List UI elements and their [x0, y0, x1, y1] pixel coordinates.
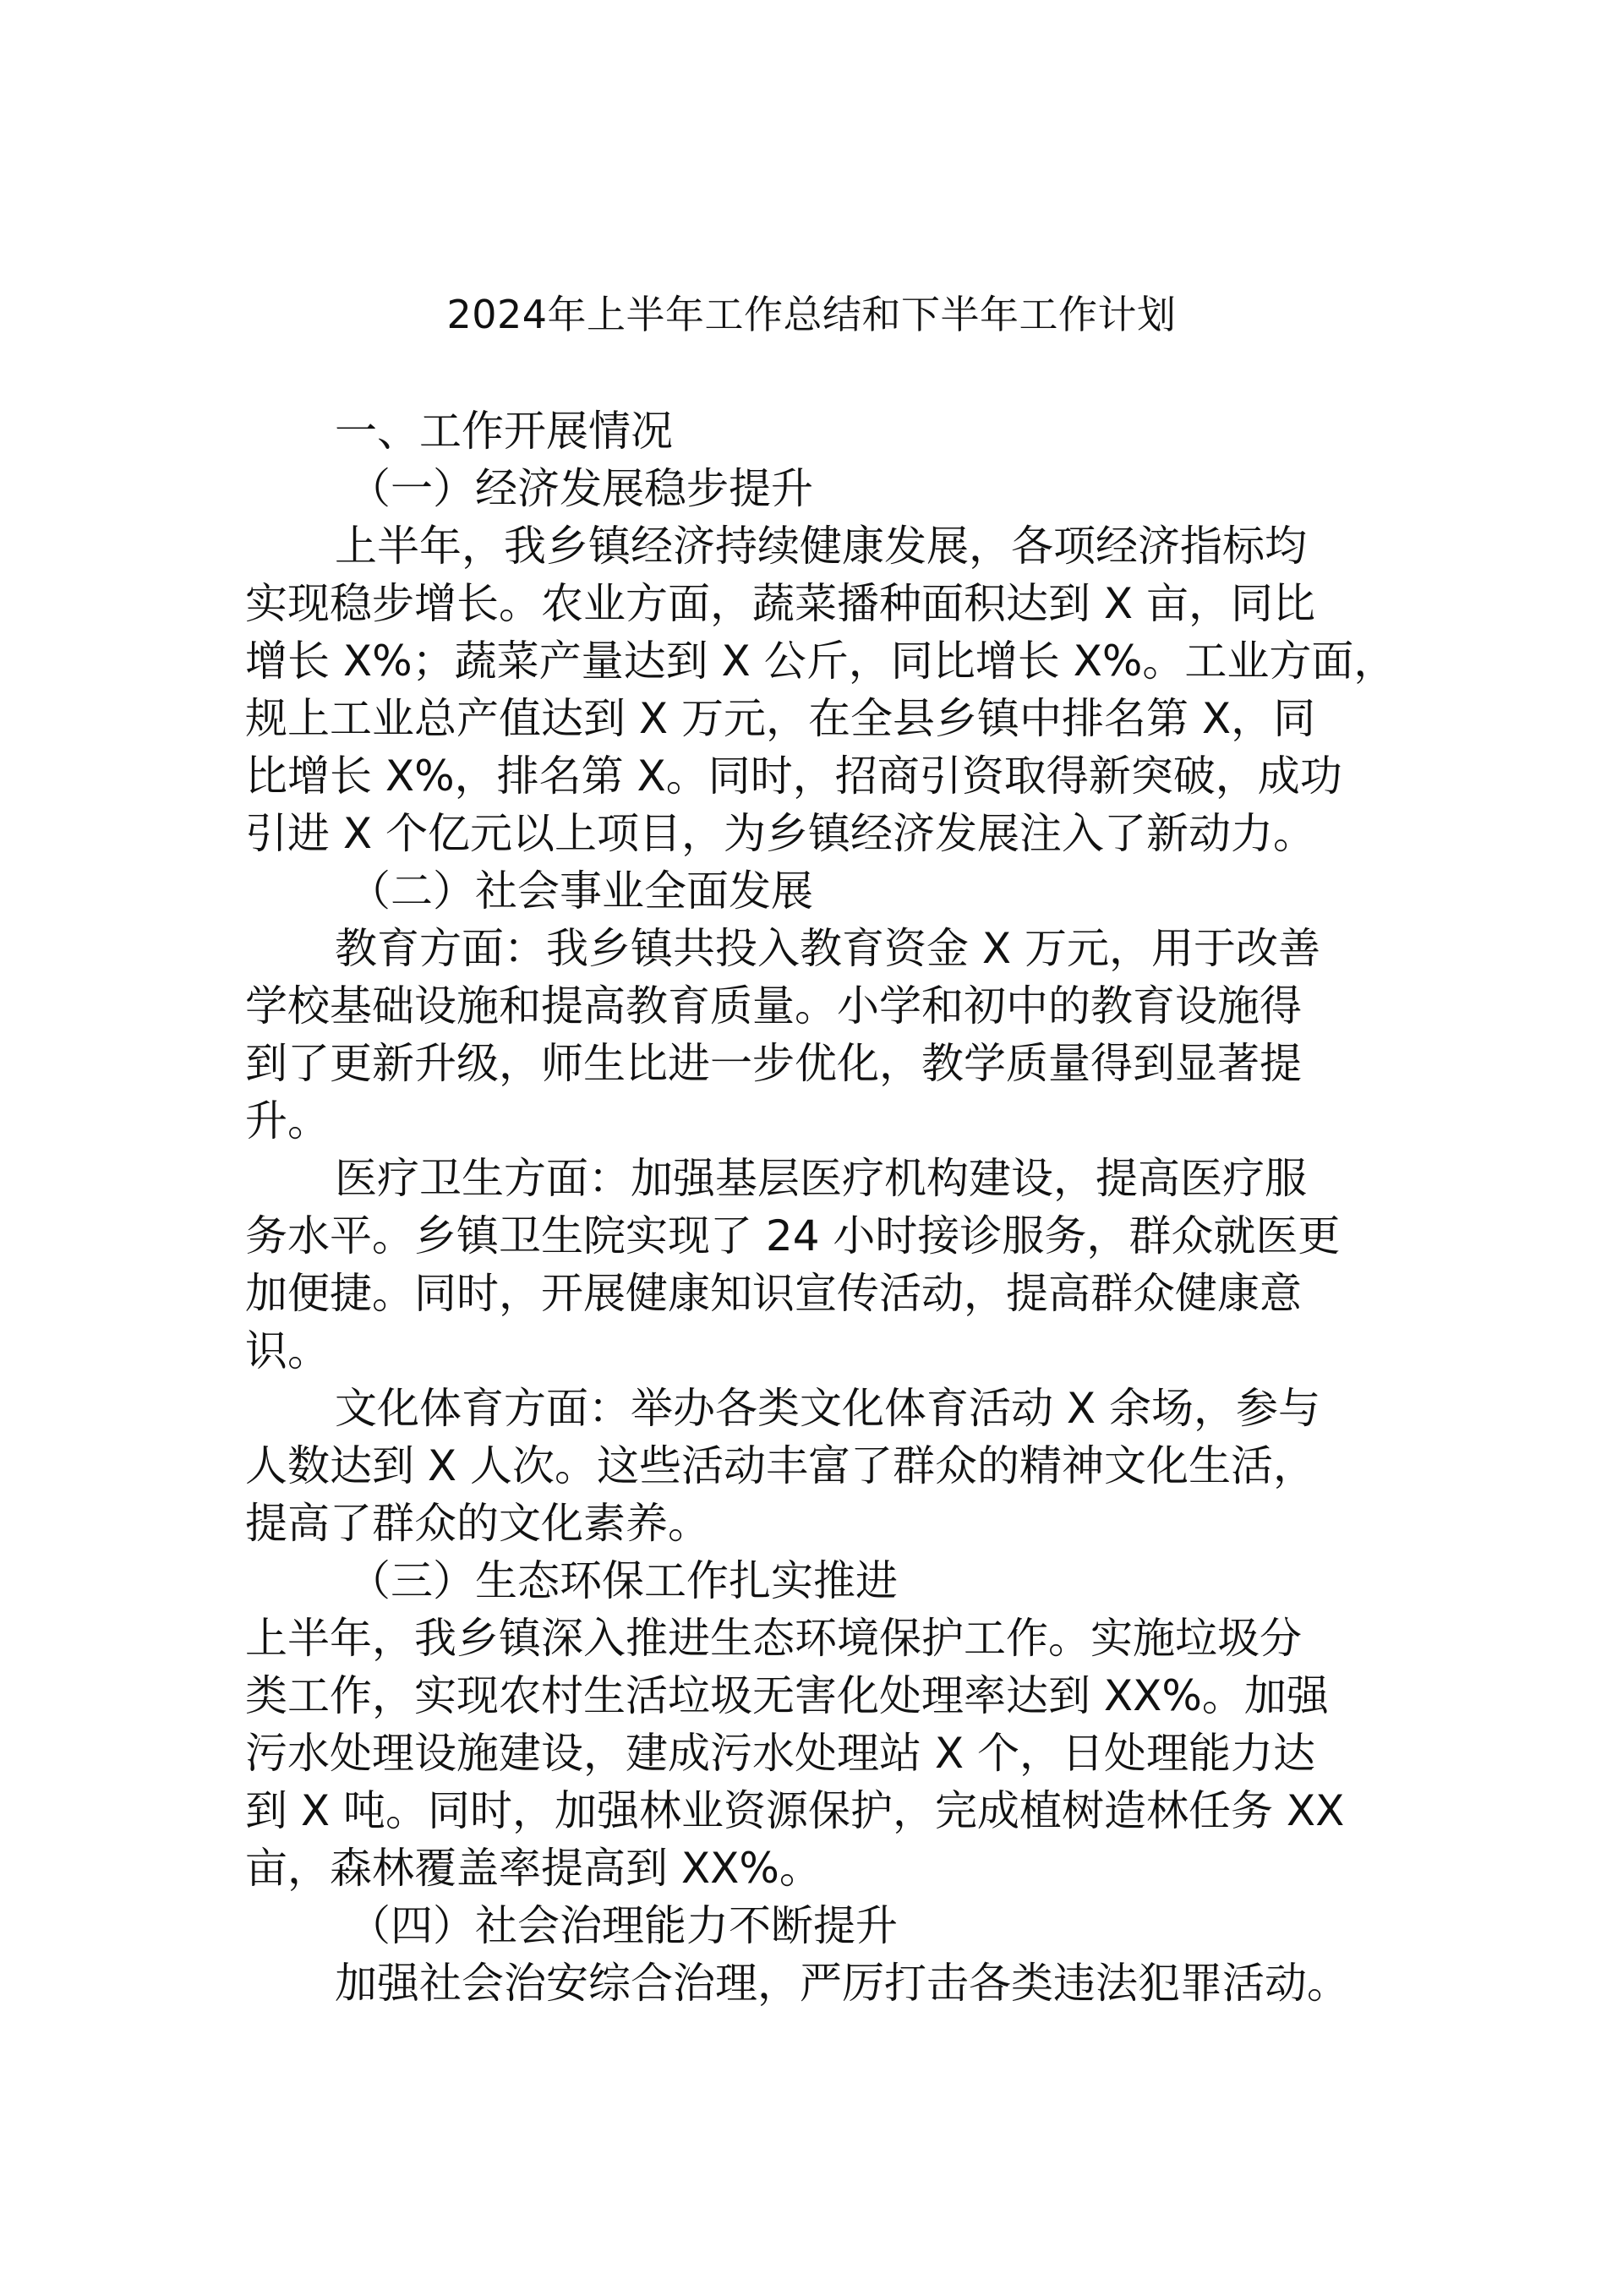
paragraph-line: 文化体育方面：举办各类文化体育活动 X 余场，参与 — [335, 1384, 1321, 1433]
paragraph-line: 污水处理设施建设，建成污水处理站 X 个，日处理能力达 — [245, 1729, 1316, 1778]
paragraph-line: 到 X 吨。同时，加强林业资源保护，完成植树造林任务 XX — [245, 1786, 1345, 1835]
subsection-heading: （二）社会事业全面发展 — [348, 866, 813, 916]
subsection-heading: （四）社会治理能力不断提升 — [348, 1901, 898, 1950]
paragraph-line: 学校基础设施和提高教育质量。小学和初中的教育设施得 — [245, 981, 1302, 1030]
paragraph-line: 升。 — [245, 1096, 330, 1145]
subsection-heading: （一）经济发展稳步提升 — [348, 464, 813, 513]
paragraph-line: 加便捷。同时，开展健康知识宣传活动，提高群众健康意 — [245, 1269, 1302, 1318]
paragraph-line: 务水平。乡镇卫生院实现了 24 小时接诊服务，群众就医更 — [245, 1211, 1341, 1260]
paragraph-line: 引进 X 个亿元以上项目，为乡镇经济发展注入了新动力。 — [245, 809, 1316, 858]
paragraph-line: 亩，森林覆盖率提高到 XX%。 — [245, 1844, 822, 1893]
paragraph-line: 教育方面：我乡镇共投入教育资金 X 万元，用于改善 — [335, 924, 1321, 973]
paragraph-line: 到了更新升级，师生比进一步优化，教学质量得到显著提 — [245, 1039, 1302, 1088]
paragraph-line: 加强社会治安综合治理，严厉打击各类违法犯罪活动。 — [335, 1959, 1349, 2008]
paragraph-line: 医疗卫生方面：加强基层医疗机构建设，提高医疗服 — [335, 1154, 1307, 1203]
paragraph-line: 比增长 X%，排名第 X。同时，招商引资取得新突破，成功 — [245, 752, 1342, 801]
document-title: 2024年上半年工作总结和下半年工作计划 — [446, 292, 1177, 337]
paragraph-line: 上半年，我乡镇经济持续健康发展，各项经济指标均 — [335, 522, 1307, 571]
paragraph-line: 增长 X%；蔬菜产量达到 X 公斤，同比增长 X%。工业方面， — [245, 637, 1396, 686]
section-heading: 一、工作开展情况 — [335, 407, 673, 456]
paragraph-line: 规上工业总产值达到 X 万元，在全县乡镇中排名第 X，同 — [245, 694, 1316, 743]
paragraph-line: 上半年，我乡镇深入推进生态环境保护工作。实施垃圾分 — [245, 1614, 1302, 1663]
paragraph-line: 识。 — [245, 1326, 330, 1375]
paragraph-line: 提高了群众的文化素养。 — [245, 1499, 710, 1548]
document-body — [245, 402, 1403, 2012]
paragraph-line: 人数达到 X 人次。这些活动丰富了群众的精神文化生活， — [245, 1441, 1316, 1490]
paragraph-line: 实现稳步增长。农业方面，蔬菜播种面积达到 X 亩，同比 — [245, 579, 1316, 628]
paragraph-line: 类工作，实现农村生活垃圾无害化处理率达到 XX%。加强 — [245, 1671, 1329, 1720]
subsection-heading: （三）生态环保工作扎实推进 — [348, 1556, 898, 1605]
